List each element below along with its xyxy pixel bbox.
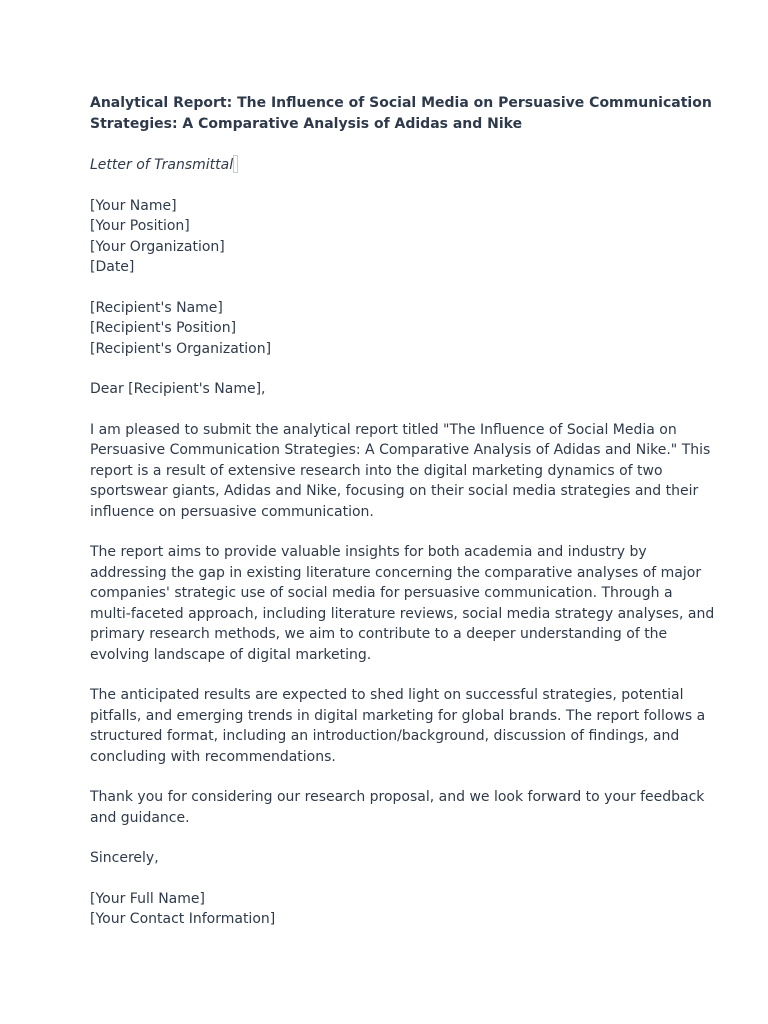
recipient-organization: [Recipient's Organization] — [90, 340, 272, 357]
body-paragraph-2 — [90, 542, 715, 665]
document-page — [90, 93, 715, 930]
paragraph-line: primary research methods, we aim to contribute to a deeper understanding of the — [90, 626, 668, 642]
paragraph-line: multi-faceted approach, including literature reviews, social media strategy analyses, and — [90, 605, 715, 622]
paragraph-line: influence on persuasive communication. — [90, 503, 374, 520]
paragraph-line: Thank you for considering our research proposal, and we look forward to your feedback — [90, 789, 705, 805]
report-title-line-2: Strategies: A Comparative Analysis of Adidas and Nike — [90, 116, 523, 132]
signature-name: [Your Full Name] — [90, 890, 205, 907]
paragraph-line: and guidance. — [90, 809, 190, 826]
paragraph-line: The report aims to provide valuable insights for both academia and industry by — [90, 544, 647, 560]
paragraph-line: concluding with recommendations. — [90, 748, 336, 765]
paragraph-line: companies' strategic use of social media for persuasive communication. Through a — [90, 585, 673, 601]
paragraph-line: sportswear giants, Adidas and Nike, focusing on their social media strategies and their — [90, 483, 699, 499]
paragraph-line: report is a result of extensive research into the digital marketing dynamics of two — [90, 462, 663, 479]
report-title — [90, 93, 712, 135]
recipient-position: [Recipient's Position] — [90, 320, 237, 336]
letter-subheading — [90, 155, 690, 176]
recipient-name: [Recipient's Name] — [90, 299, 223, 316]
body-paragraph-3 — [90, 685, 706, 767]
letter-subheading-text: Letter of Transmittal — [90, 157, 234, 173]
paragraph-line: structured format, including an introduction/background, discussion of findings, and — [90, 728, 680, 744]
signature-contact: [Your Contact Information] — [90, 911, 276, 927]
body-paragraph-4 — [90, 787, 705, 828]
paragraph-line: addressing the gap in existing literature concerning the comparative analyses of major — [90, 564, 702, 581]
sender-date: [Date] — [90, 259, 135, 275]
paragraph-line: evolving landscape of digital marketing. — [90, 646, 372, 663]
paragraph-line: The anticipated results are expected to shed light on successful strategies, potential — [90, 687, 684, 703]
sender-block — [90, 196, 690, 278]
report-title-line-1: Analytical Report: The Influence of Social Media on Persuasive Communication — [90, 95, 712, 111]
paragraph-line: I am pleased to submit the analytical report titled "The Influence of Social Media on — [90, 421, 677, 438]
closing: Sincerely, — [90, 850, 159, 866]
sender-organization: [Your Organization] — [90, 238, 225, 255]
sender-position: [Your Position] — [90, 218, 190, 234]
sender-name: [Your Name] — [90, 197, 177, 214]
text-cursor — [233, 155, 238, 173]
signature-block — [90, 889, 690, 930]
body-paragraph-1 — [90, 420, 711, 523]
paragraph-line: pitfalls, and emerging trends in digital marketing for global brands. The report follows a — [90, 707, 706, 724]
recipient-block — [90, 298, 690, 360]
paragraph-line: Persuasive Communication Strategies: A Comparative Analysis of Adidas and Nike." This — [90, 442, 711, 458]
salutation: Dear [Recipient's Name], — [90, 381, 266, 397]
